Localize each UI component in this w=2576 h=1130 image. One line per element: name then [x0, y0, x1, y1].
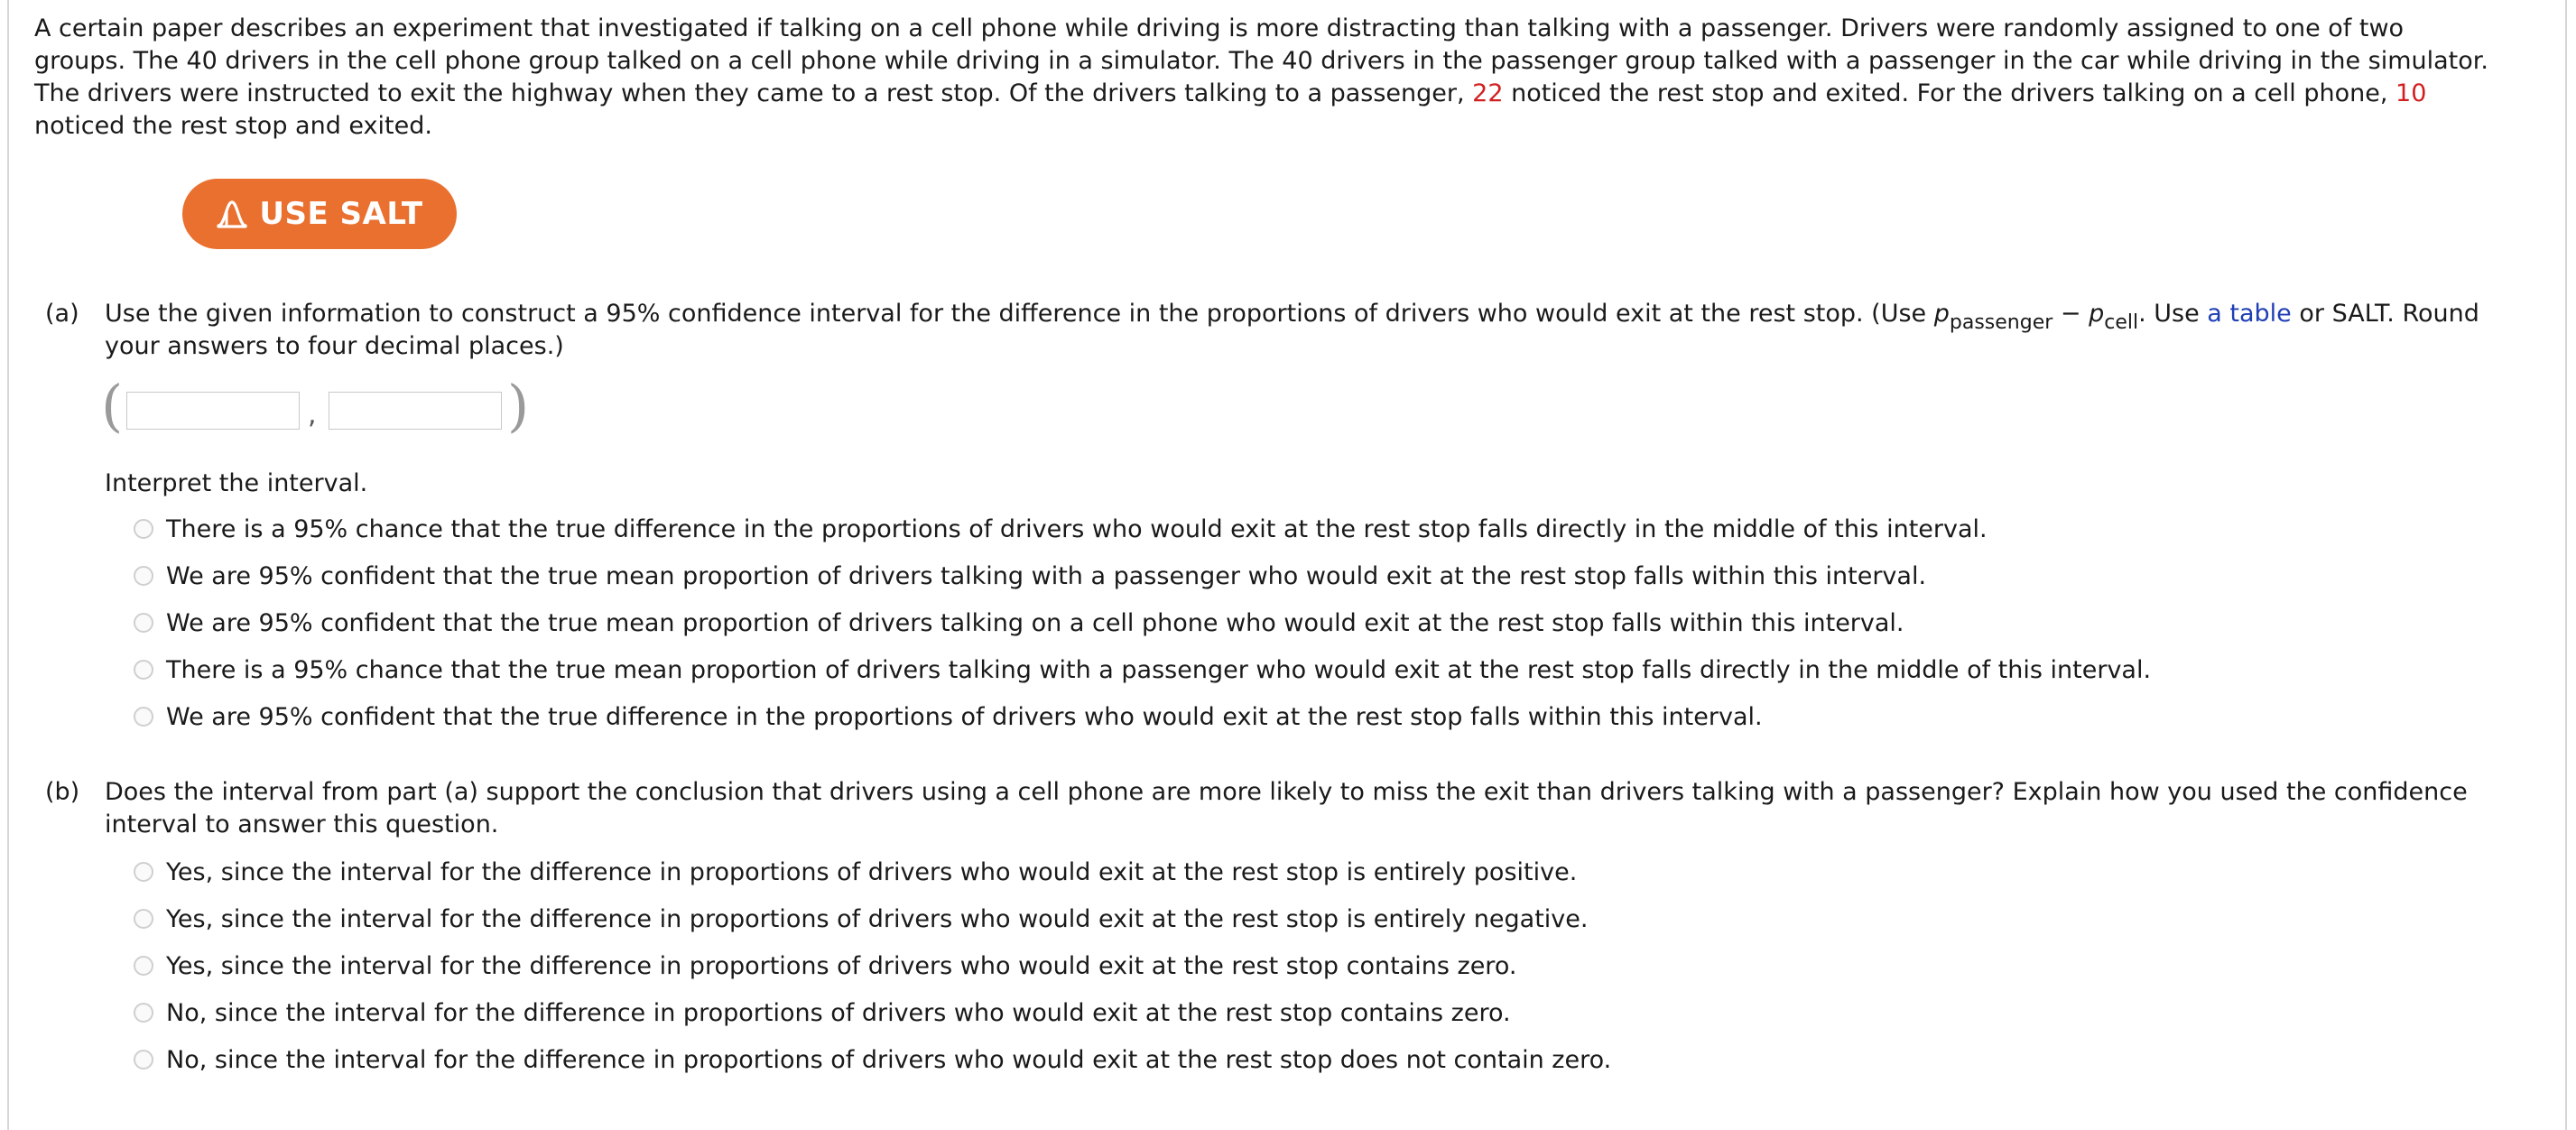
lower-bound-field[interactable]	[126, 392, 300, 430]
intro-text-1: A certain paper describes an experiment that investigated if talking on a cell phone while driving is more distracting than talking with a passenger. Drivers were randomly assigned to one of two groups. The 40 drivers in the cell phone group talked on a cell phone while driving in a simulator. The 40 drivers in the passenger group talked with a passenger in the car while driving in the simulator. The drivers were instructed to exit the highway when they came to a rest stop. Of the drivers talking to a passenger,	[34, 14, 2488, 107]
use-salt-button[interactable]	[182, 179, 457, 249]
part-b-option-2[interactable]	[134, 895, 1611, 942]
salt-distribution-icon	[216, 199, 248, 229]
radio-button[interactable]	[134, 909, 153, 929]
option-label: There is a 95% chance that the true difference in the proportions of drivers who would exit at the rest stop falls directly in the middle of this interval.	[166, 514, 1988, 543]
part-a-text-1: Use the given information to construct a 95% confidence interval for the difference in the proportions of drivers who would exit at the rest stop. (Use	[105, 300, 1934, 328]
radio-button[interactable]	[134, 956, 153, 976]
p-passenger-subscript: passenger	[1949, 311, 2053, 334]
intro-text-2: noticed the rest stop and exited. For the drivers talking on a cell phone,	[1503, 79, 2396, 107]
option-label: No, since the interval for the difference in proportions of drivers who would exit at the rest stop does not contain zero.	[166, 1045, 1612, 1074]
part-a-label: (a)	[45, 300, 79, 328]
close-paren: )	[507, 373, 530, 439]
open-paren: (	[101, 373, 124, 439]
part-a-option-3[interactable]	[134, 599, 2151, 646]
radio-button[interactable]	[134, 519, 153, 539]
option-label: No, since the interval for the difference in proportions of drivers who would exit at the rest stop contains zero.	[166, 998, 1511, 1027]
part-a-option-2[interactable]	[134, 552, 2151, 599]
part-a-text-2: . Use	[2138, 300, 2208, 328]
interval-comma: ,	[308, 399, 317, 431]
option-label: Yes, since the interval for the difference in proportions of drivers who would exit at the rest stop is entirely negative.	[166, 904, 1589, 933]
part-a-option-5[interactable]	[134, 693, 2151, 740]
part-a	[45, 298, 2536, 370]
part-b-label: (b)	[45, 778, 80, 806]
part-a-question	[105, 298, 2542, 363]
option-label: We are 95% confident that the true difference in the proportions of drivers who would exit at the rest stop falls within this interval.	[166, 702, 1763, 731]
option-label: Yes, since the interval for the difference in proportions of drivers who would exit at the rest stop contains zero.	[166, 951, 1517, 980]
radio-button[interactable]	[134, 862, 153, 882]
part-a-option-1[interactable]	[134, 505, 2151, 552]
minus-sign: −	[2052, 300, 2090, 328]
p-cell-subscript: cell	[2104, 311, 2139, 334]
part-b-option-3[interactable]	[134, 942, 1611, 989]
option-label: We are 95% confident that the true mean proportion of drivers talking on a cell phone who would exit at the rest stop falls within this interval.	[166, 608, 1904, 637]
option-label: There is a 95% chance that the true mean proportion of drivers talking with a passenger who would exit at the rest stop falls directly in the middle of this interval.	[166, 655, 2152, 684]
radio-button[interactable]	[134, 566, 153, 586]
part-b-option-5[interactable]	[134, 1036, 1611, 1083]
option-label: We are 95% confident that the true mean proportion of drivers talking with a passenger who would exit at the rest stop falls within this interval.	[166, 561, 1927, 590]
radio-button[interactable]	[134, 613, 153, 633]
table-link[interactable]: a table	[2207, 300, 2292, 328]
part-b-option-1[interactable]	[134, 848, 1611, 895]
problem-statement	[34, 13, 2489, 143]
radio-button[interactable]	[134, 1050, 153, 1070]
radio-button[interactable]	[134, 1003, 153, 1023]
upper-bound-field[interactable]	[329, 392, 502, 430]
part-b-options	[134, 848, 1611, 1083]
passenger-count: 22	[1472, 79, 1504, 107]
part-b	[45, 776, 2536, 848]
use-salt-label: USE SALT	[259, 196, 423, 232]
part-a-text-3: or SALT. Round your answers to four decimal places.)	[105, 300, 2479, 360]
radio-button[interactable]	[134, 660, 153, 680]
part-b-question: Does the interval from part (a) support the conclusion that drivers using a cell phone are more likely to miss the exit than drivers talking with a passenger? Explain how you used the confidence interval to answer this question.	[105, 778, 2468, 838]
intro-text-3: noticed the rest stop and exited.	[34, 112, 432, 140]
part-a-option-4[interactable]	[134, 646, 2151, 693]
option-label: Yes, since the interval for the difference in proportions of drivers who would exit at the rest stop is entirely positive.	[166, 857, 1578, 886]
cell-count: 10	[2395, 79, 2427, 107]
p-passenger-symbol: p	[1933, 300, 1950, 328]
interpret-prompt: Interpret the interval.	[105, 469, 368, 497]
p-cell-symbol: p	[2089, 300, 2105, 328]
part-a-options	[134, 505, 2151, 740]
part-b-option-4[interactable]	[134, 989, 1611, 1036]
radio-button[interactable]	[134, 707, 153, 727]
confidence-interval-input	[101, 373, 552, 440]
